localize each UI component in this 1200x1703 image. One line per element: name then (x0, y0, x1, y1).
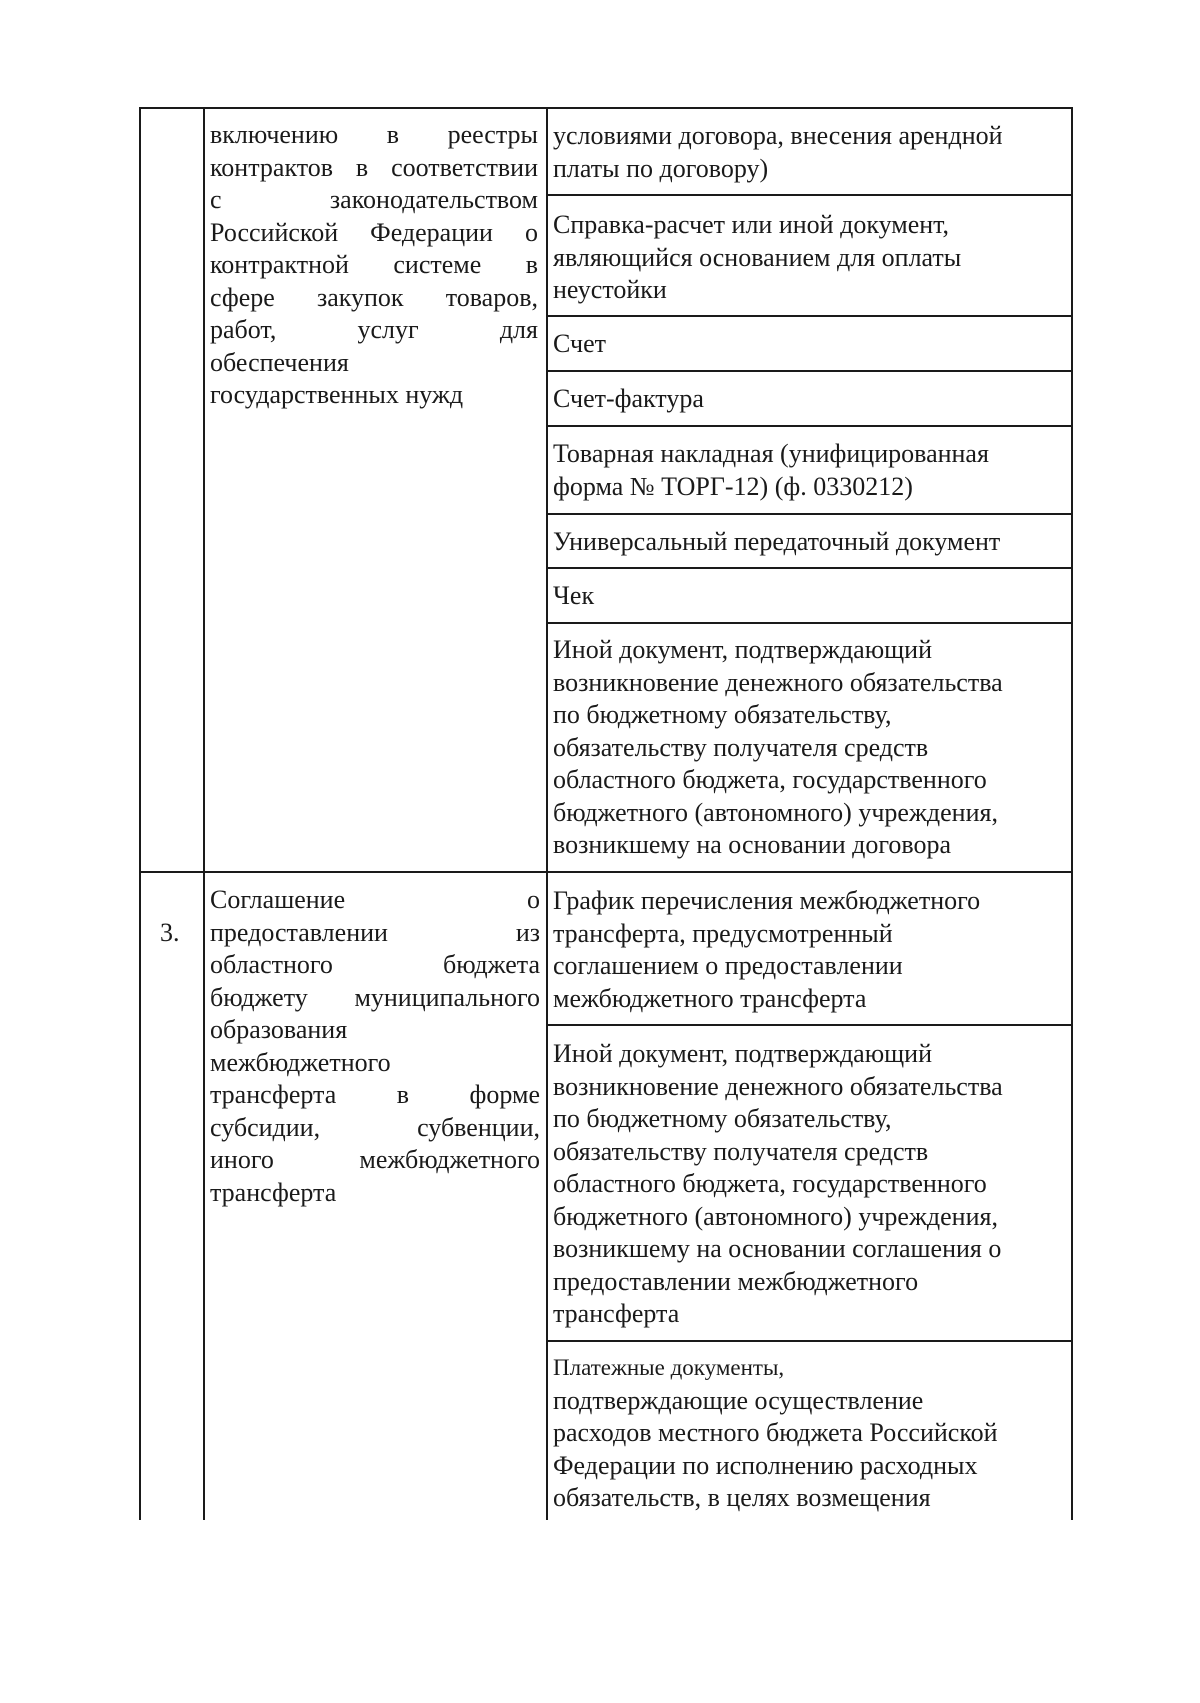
basis-line: субсидии, субвенции, (210, 1112, 540, 1142)
doc-line: Иной документ, подтверждающий (553, 635, 932, 664)
doc-line: бюджетного (автономного) учреждения, (553, 797, 998, 827)
basis-line: контрактов в соответствии (210, 152, 538, 182)
basis-line: включению в реестры (210, 120, 538, 149)
table-border-col2 (546, 107, 548, 1520)
basis-line: трансферта (210, 1177, 337, 1207)
basis-line: иного межбюджетного (210, 1145, 540, 1174)
doc-line: обязательству получателя средств (553, 1136, 929, 1166)
basis-line: работ, услуг для (210, 315, 538, 344)
doc-line: возникшему на основании договора (553, 830, 951, 859)
doc-line: бюджетного (автономного) учреждения, (553, 1201, 998, 1231)
table-border-left (139, 107, 141, 1520)
doc-cell (553, 885, 1065, 1015)
doc-line: Товарная накладная (унифицированная (553, 439, 989, 468)
doc-cell (553, 209, 1065, 307)
doc-line: Платежные документы, (553, 1355, 785, 1380)
cell-divider (546, 567, 1073, 569)
doc-line: платы по договору) (553, 153, 769, 183)
basis-line: областного бюджета (210, 950, 540, 979)
doc-cell (553, 438, 1065, 503)
doc-line: трансферта (553, 1299, 680, 1328)
doc-line: по бюджетному обязательству, (553, 1104, 892, 1133)
doc-line: расходов местного бюджета Российской (553, 1418, 998, 1447)
doc-line: Универсальный передаточный документ (553, 527, 1001, 556)
basis-line: государственных нужд (210, 380, 464, 409)
basis-line: бюджету муниципального (210, 982, 540, 1012)
doc-line: являющийся основанием для оплаты (553, 242, 962, 272)
cell-divider (546, 370, 1073, 372)
doc-line: по бюджетному обязательству, (553, 700, 892, 729)
basis-line: межбюджетного (210, 1047, 391, 1077)
doc-line: соглашением о предоставлении (553, 951, 903, 980)
doc-cell (553, 580, 1065, 613)
cell-divider (546, 315, 1073, 317)
basis-line: образования (210, 1015, 348, 1044)
doc-line: подтверждающие осуществление (553, 1385, 924, 1415)
doc-line: Чек (553, 581, 595, 610)
doc-cell (553, 1352, 1065, 1515)
doc-line: Федерации по исполнению расходных (553, 1450, 978, 1480)
doc-line: областного бюджета, государственного (553, 765, 987, 794)
basis-line: предоставлении из (210, 917, 540, 947)
doc-line: условиями договора, внесения арендной (553, 121, 1003, 150)
row-continued-basis (210, 119, 538, 412)
basis-line: трансферта в форме (210, 1080, 540, 1109)
cell-divider (546, 425, 1073, 427)
doc-line: областного бюджета, государственного (553, 1169, 987, 1198)
basis-line: контрактной системе в (210, 250, 538, 279)
doc-line: обязательств, в целях возмещения (553, 1483, 931, 1512)
table-border-top (139, 107, 1073, 109)
table-border-right (1071, 107, 1073, 1520)
doc-line: возникновение денежного обязательства (553, 1071, 1003, 1101)
row-divider (139, 871, 1073, 873)
basis-line: обеспечения (210, 347, 349, 377)
basis-line: с законодательством (210, 185, 538, 214)
doc-line: возникшему на основании соглашения о (553, 1234, 1002, 1263)
doc-line: форма № ТОРГ-12) (ф. 0330212) (553, 471, 913, 501)
doc-cell (553, 1038, 1065, 1331)
doc-line: Справка-расчет или иной документ, (553, 210, 950, 239)
doc-line: Счет (553, 329, 606, 358)
doc-cell (553, 383, 1065, 416)
cell-divider (546, 513, 1073, 515)
doc-cell (553, 634, 1065, 862)
doc-line: Иной документ, подтверждающий (553, 1039, 932, 1068)
doc-cell (553, 526, 1065, 559)
doc-line: межбюджетного трансферта (553, 983, 867, 1013)
doc-line: неустойки (553, 275, 667, 304)
doc-line: обязательству получателя средств (553, 732, 929, 762)
cell-divider (546, 1340, 1073, 1342)
row-3-basis (210, 884, 540, 1209)
cell-divider (546, 1024, 1073, 1026)
cell-divider (546, 622, 1073, 624)
doc-line: Счет-фактура (553, 384, 704, 413)
basis-line: Российской Федерации о (210, 217, 538, 247)
doc-line: трансферта, предусмотренный (553, 918, 893, 948)
basis-line: Соглашение о (210, 885, 540, 914)
doc-line: возникновение денежного обязательства (553, 667, 1003, 697)
doc-cell (553, 120, 1065, 185)
row-number: 3. (160, 918, 180, 947)
cell-divider (546, 194, 1073, 196)
table-border-col1 (203, 107, 205, 1520)
doc-line: предоставлении межбюджетного (553, 1266, 919, 1296)
doc-cell (553, 328, 1065, 361)
basis-line: сфере закупок товаров, (210, 282, 538, 312)
doc-line: График перечисления межбюджетного (553, 886, 981, 915)
